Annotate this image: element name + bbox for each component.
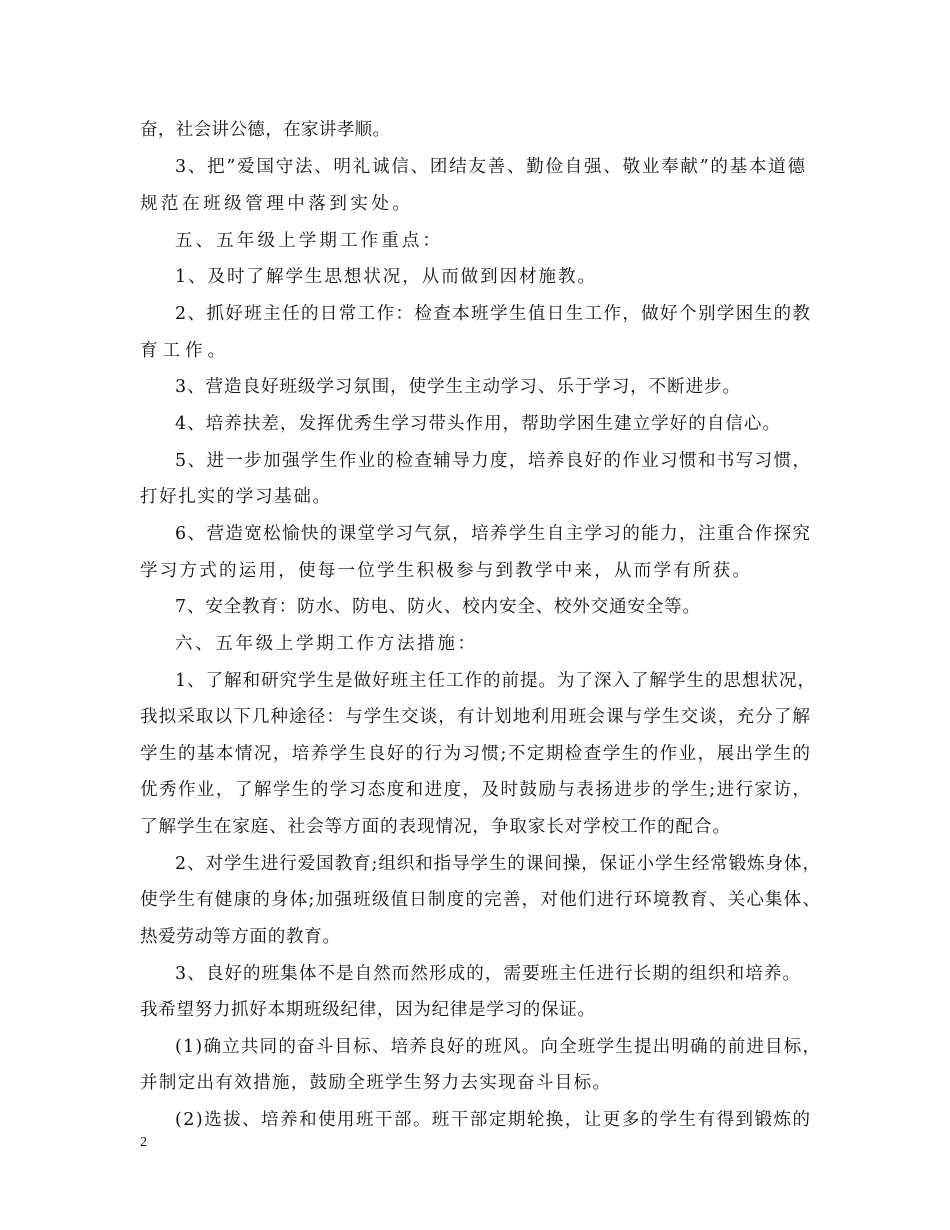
text-line: 3、营造良好班级学习氛围，使学生主动学习、乐于学习，不断进步。 — [175, 377, 741, 397]
text-line: 6、营造宽松愉快的课堂学习气氛，培养学生自主学习的能力，注重合作探究 — [175, 524, 812, 544]
page-number: 2 — [140, 1135, 147, 1150]
text-line: 我拟采取以下几种途径：与学生交谈，有计划地利用班会课与学生交谈，充分了解 — [140, 707, 812, 727]
text-line: 奋，社会讲公德，在家讲孝顺。 — [140, 120, 391, 140]
text-line: 2、抓好班主任的日常工作：检查本班学生值日生工作，做好个别学困生的教 — [175, 304, 812, 324]
section-heading: 六、五年级上学期工作方法措施： — [175, 634, 478, 654]
text-line: 7、安全教育：防水、防电、防火、校内安全、校外交通安全等。 — [175, 597, 701, 617]
text-line: 优秀作业，了解学生的学习态度和进度，及时鼓励与表扬进步的学生;进行家访， — [140, 780, 812, 800]
text-line: 热爱劳动等方面的教育。 — [140, 927, 341, 947]
text-line: 使学生有健康的身体;加强班级值日制度的完善，对他们进行环境教育、关心集体、 — [140, 890, 822, 910]
text-line: 1、了解和研究学生是做好班主任工作的前提。为了深入了解学生的思想状况， — [175, 671, 816, 691]
text-line: 学习方式的运用，使每一位学生积极参与到教学中来，从而学有所获。 — [140, 561, 753, 581]
text-line: 学生的基本情况，培养学生良好的行为习惯;不定期检查学生的作业，展出学生的 — [140, 744, 812, 764]
text-line: 我希望努力抓好本期班级纪律，因为纪律是学习的保证。 — [140, 1000, 596, 1020]
text-line: 4、培养扶差，发挥优秀生学习带头作用，帮助学困生建立学好的自信心。 — [175, 414, 782, 434]
text-line: (2)选拔、培养和使用班干部。班干部定期轮换，让更多的学生有得到锻炼的 — [175, 1110, 812, 1130]
text-line: 5、进一步加强学生作业的检查辅导力度，培养良好的作业习惯和书写习惯， — [175, 451, 812, 471]
text-line: 1、及时了解学生思想状况，从而做到因材施教。 — [175, 267, 597, 287]
text-line: 规范在班级管理中落到实处。 — [140, 194, 414, 214]
text-line: (1)确立共同的奋斗目标、培养良好的班风。向全班学生提出明确的前进目标， — [175, 1037, 822, 1057]
text-line: 并制定出有效措施，鼓励全班学生努力去实现奋斗目标。 — [140, 1073, 612, 1093]
section-heading: 五、五年级上学期工作重点： — [175, 231, 444, 251]
text-line: 3、良好的班集体不是自然而然形成的，需要班主任进行长期的组织和培养。 — [175, 964, 802, 984]
text-line: 3、把”爱国守法、明礼诚信、团结友善、勤俭自强、敬业奉献”的基本道德 — [175, 157, 807, 177]
text-line: 2、对学生进行爱国教育;组织和指导学生的课间操，保证小学生经常锻炼身体， — [175, 854, 821, 874]
text-line: 育工作。 — [140, 341, 230, 361]
text-line: 打好扎实的学习基础。 — [140, 487, 332, 507]
text-line: 了解学生在家庭、社会等方面的表现情况，争取家长对学校工作的配合。 — [140, 817, 731, 837]
